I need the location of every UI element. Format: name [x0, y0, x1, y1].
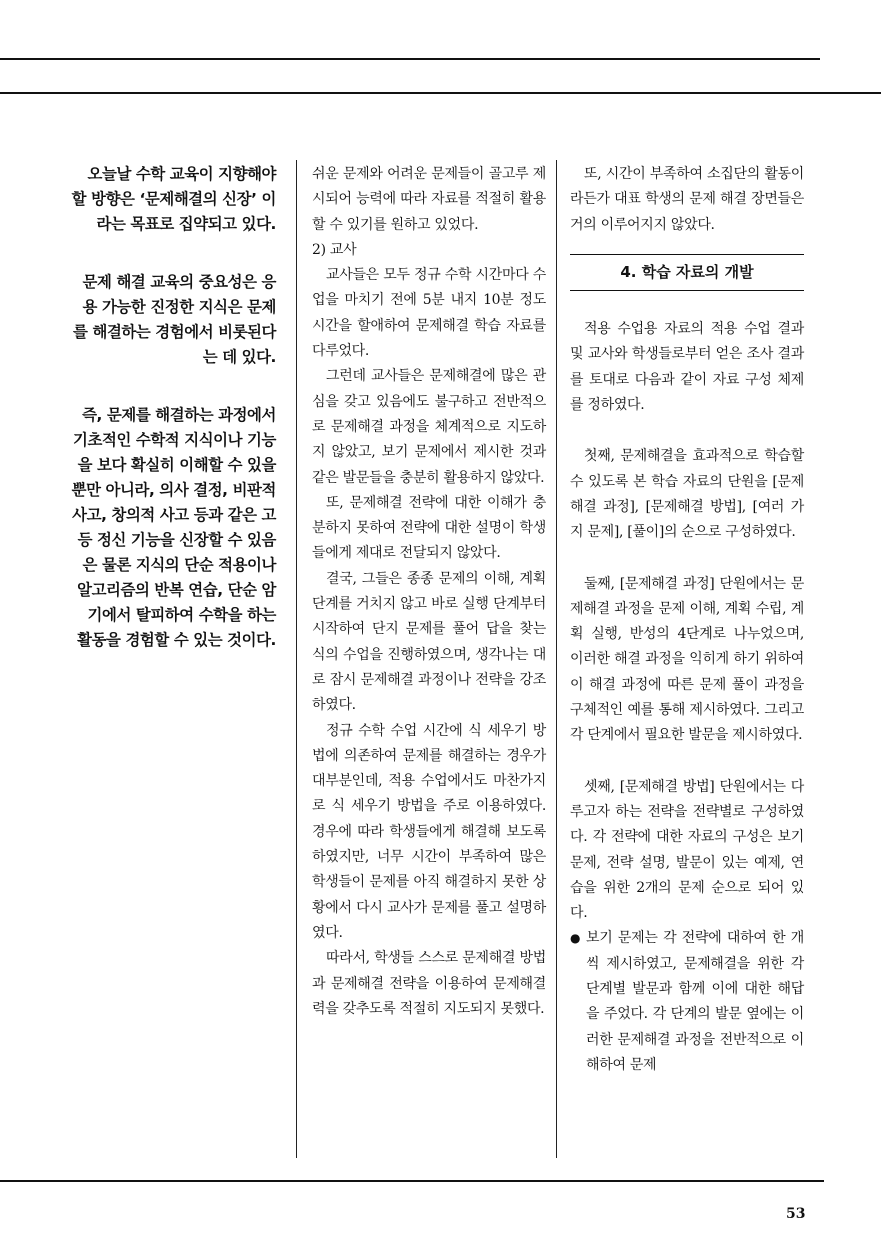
column-divider-left: [296, 160, 297, 1158]
subsection-heading: 2) 교사: [312, 241, 357, 258]
header-rule-top: [0, 58, 820, 60]
paragraph: 둘째, [문제해결 과정] 단원에서는 문제해결 과정을 문제 이해, 계획 수립, 계획 실행, 반성의 4단계로 나누었으며, 이러한 해결 과정을 익히게 하기 위하여 이 해결 과정에 따른 문제 풀이 과정을 구체적인 예를 통해 제시하였다. 그리고 각 단계에서 필요한 발문을 제시하였다.: [570, 575, 804, 744]
body-column-middle: [312, 162, 546, 1022]
pull-quote-3: 즉, 문제를 해결하는 과정에서 기초적인 수학적 지식이나 기능을 보다 확실히 이해할 수 있을 뿐만 아니라, 의사 결정, 비판적 사고, 창의적 사고 등과 같은 고등 정신 기능을 신장할 수 있음은 물론 지식의 단순 적용이나 알고리즘의 반복 연습, 단순 암기에서 탈피하여 수학을 하는 활동을 경험할 수 있는 것이다.: [71, 406, 276, 649]
bullet-item: [570, 926, 804, 1078]
paragraph: 또, 문제해결 전략에 대한 이해가 충분하지 못하여 전략에 대한 설명이 학생들에게 제대로 전달되지 않았다.: [312, 494, 546, 562]
paragraph: 교사들은 모두 정규 수학 시간마다 수업을 마치기 전에 5분 내지 10분 정도 시간을 할애하여 문제해결 학습 자료를 다루었다.: [312, 267, 546, 360]
page-number: 53: [786, 1206, 806, 1222]
column-divider-right: [556, 160, 557, 1158]
paragraph: 첫째, 문제해결을 효과적으로 학습할 수 있도록 본 학습 자료의 단원을 [문제해결 과정], [문제해결 방법], [여러 가지 문제], [풀이]의 순으로 구성하였다.: [570, 448, 804, 541]
paragraph: 따라서, 학생들 스스로 문제해결 방법과 문제해결 전략을 이용하여 문제해결력을 갖추도록 적절히 지도되지 못했다.: [312, 950, 546, 1017]
paragraph: 그런데 교사들은 문제해결에 많은 관심을 갖고 있음에도 불구하고 전반적으로 문제해결 과정을 체계적으로 지도하지 않았고, 보기 문제에서 제시한 것과 같은 발문들을 충분히 활용하지 않았다.: [312, 368, 546, 486]
paragraph: 정규 수학 수업 시간에 식 세우기 방법에 의존하여 문제를 해결하는 경우가 대부분인데, 적용 수업에서도 마찬가지로 식 세우기 방법을 주로 이용하였다. 경우에 따라 학생들에게 해결해 보도록 하였지만, 너무 시간이 부족하여 많은 학생들이 문제를 아직 해결하지 못한 상황에서 다시 교사가 문제를 풀고 설명하였다.: [312, 722, 546, 941]
bullet-dot-icon: ●: [570, 931, 581, 946]
pull-quote-2: 문제 해결 교육의 중요성은 응용 가능한 진정한 지식은 문제를 해결하는 경험에서 비롯된다는 데 있다.: [73, 273, 276, 366]
paragraph: 쉬운 문제와 어려운 문제들이 골고루 제시되어 능력에 따라 자료를 적절히 활용할 수 있기를 원하고 있었다.: [312, 166, 546, 233]
pull-quote-1: 오늘날 수학 교육이 지향해야 할 방향은 ‘문제해결의 신장’ 이라는 목표로 집약되고 있다.: [71, 165, 276, 233]
paragraph: 셋째, [문제해결 방법] 단원에서는 다루고자 하는 전략을 전략별로 구성하였다. 각 전략에 대한 자료의 구성은 보기 문제, 전략 설명, 발문이 있는 예제, 연습을 위한 2개의 문제 순으로 되어 있다.: [570, 778, 804, 922]
paragraph: 결국, 그들은 종종 문제의 이해, 계획 단계를 거치지 않고 바로 실행 단계부터 시작하여 단지 문제를 풀어 답을 찾는 식의 수업을 진행하였으며, 생각나는 대로 잠시 문제해결 과정이나 전략을 강조하였다.: [312, 570, 546, 714]
paragraph: 적용 수업용 자료의 적용 수업 결과 및 교사와 학생들로부터 얻은 조사 결과를 토대로 다음과 같이 자료 구성 체제를 정하였다.: [570, 321, 804, 414]
footer-rule: [0, 1180, 824, 1182]
bullet-text: 보기 문제는 각 전략에 대하여 한 개씩 제시하였고, 문제해결을 위한 각 단계별 발문과 함께 이에 대한 해답을 주었다. 각 단계의 발문 옆에는 이러한 문제해결 과정을 전반적으로 이해하여 문제: [586, 930, 804, 1073]
body-column-right: [570, 162, 804, 1078]
header-rule-bottom: [0, 92, 881, 94]
section-heading: 4. 학습 자료의 개발: [570, 254, 804, 291]
pull-quote-sidebar: [70, 162, 276, 686]
paragraph: 또, 시간이 부족하여 소집단의 활동이라든가 대표 학생의 문제 해결 장면들은 거의 이루어지지 않았다.: [570, 166, 804, 233]
